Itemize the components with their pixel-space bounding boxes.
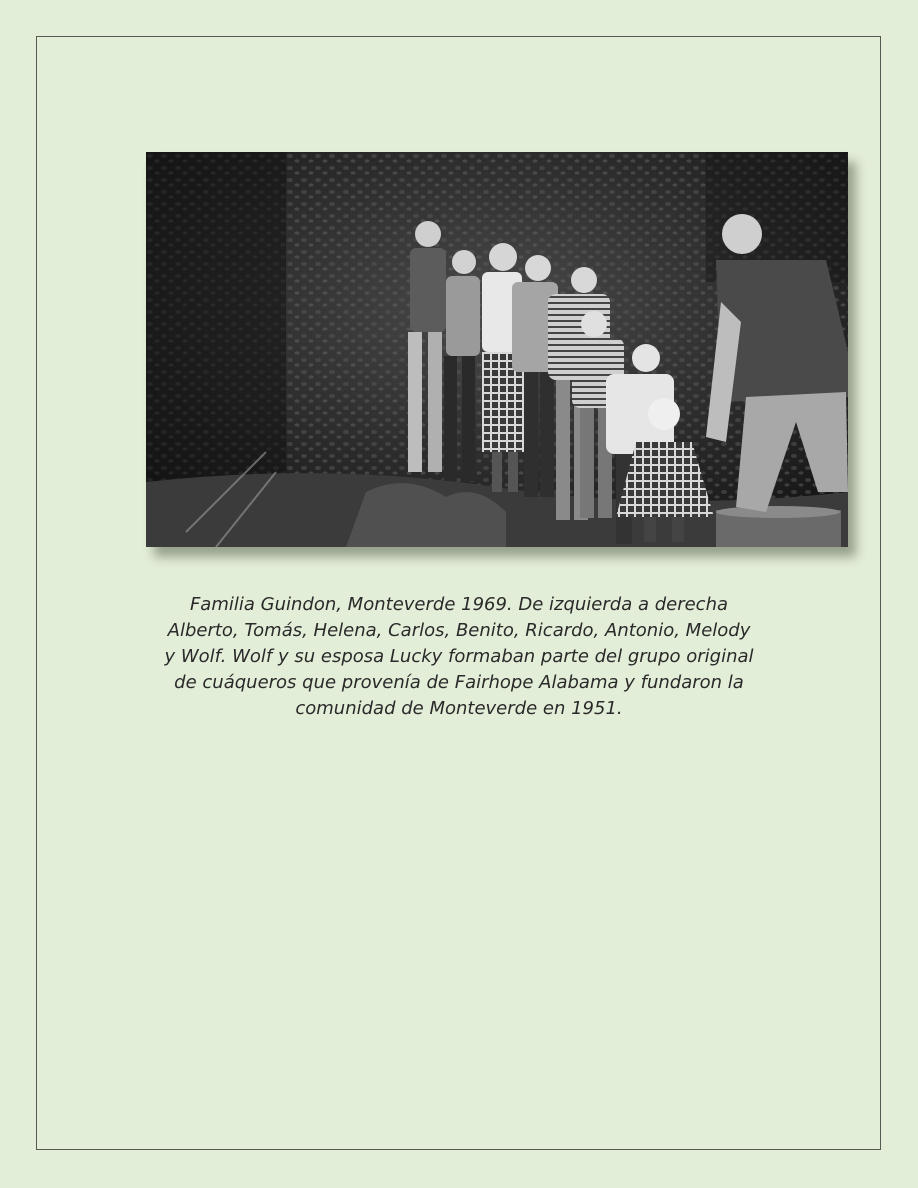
caption-line-4: de cuáqueros que provenía de Fairhope Alabama y fundaron la: [174, 672, 744, 693]
family-photo: [146, 152, 848, 547]
caption-line-3: y Wolf. Wolf y su esposa Lucky formaban parte del grupo original: [164, 646, 754, 667]
photo-caption: [120, 592, 798, 722]
caption-line-2: Alberto, Tomás, Helena, Carlos, Benito, Ricardo, Antonio, Melody: [167, 620, 751, 641]
caption-line-5: comunidad de Monteverde en 1951.: [295, 698, 623, 719]
caption-line-1: Familia Guindon, Monteverde 1969. De izquierda a derecha: [189, 594, 729, 615]
family-photo-illustration: [146, 152, 848, 547]
